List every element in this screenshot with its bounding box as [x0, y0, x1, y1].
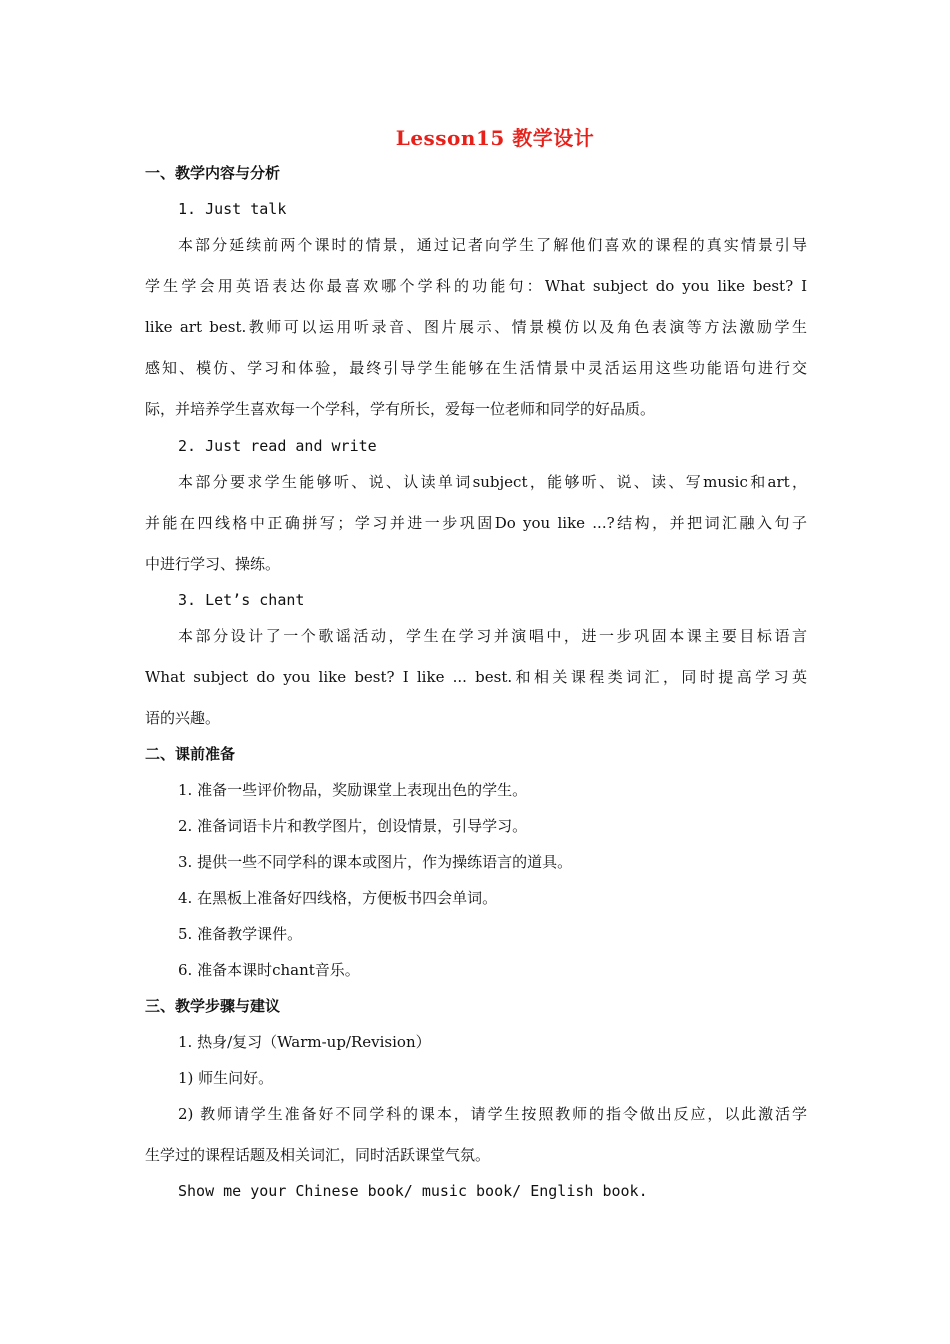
- paragraph-line: 本部分要求学生能够听、说、认读单词subject，能够听、说、读、写music和art，: [178, 473, 807, 491]
- example-sentence: Show me your Chinese book/ music book/ English book.: [178, 1182, 648, 1200]
- paragraph-line: 学生学会用英语表达你最喜欢哪个学科的功能句：What subject do you like best? I: [145, 277, 807, 295]
- list-item: 1. 准备一些评价物品，奖励课堂上表现出色的学生。: [178, 781, 528, 799]
- list-item: 6. 准备本课时chant音乐。: [178, 961, 360, 979]
- list-item: 4. 在黑板上准备好四线格，方便板书四会单词。: [178, 889, 498, 907]
- list-item: 5. 准备教学课件。: [178, 925, 303, 943]
- section-heading-preparation: 二、课前准备: [145, 745, 236, 763]
- list-item: 2) 教师请学生准备好不同学科的课本，请学生按照教师的指令做出反应，以此激活学: [178, 1105, 807, 1123]
- paragraph-line: like art best.教师可以运用听录音、图片展示、情景模仿以及角色表演等方法激励学生: [145, 318, 807, 336]
- section-heading-content-analysis: 一、教学内容与分析: [145, 164, 281, 182]
- document-title: Lesson15 教学设计: [395, 126, 595, 150]
- list-item: 3. 提供一些不同学科的课本或图片，作为操练语言的道具。: [178, 853, 573, 871]
- list-item: 2. 准备词语卡片和教学图片，创设情景，引导学习。: [178, 817, 528, 835]
- paragraph-line: 际，并培养学生喜欢每一个学科，学有所长，爱每一位老师和同学的好品质。: [145, 400, 656, 418]
- paragraph-line: 语的兴趣。: [145, 709, 221, 727]
- paragraph-line: What subject do you like best? I like ... best.和相关课程类词汇，同时提高学习英: [145, 668, 807, 686]
- section-heading-teaching-steps: 三、教学步骤与建议: [145, 997, 281, 1015]
- subsection-just-read-and-write: 2. Just read and write: [178, 437, 377, 455]
- paragraph-line: 本部分延续前两个课时的情景，通过记者向学生了解他们喜欢的课程的真实情景引导: [178, 236, 807, 254]
- step-heading-warm-up: 1. 热身/复习（Warm-up/Revision）: [178, 1033, 431, 1051]
- paragraph-line: 并能在四线格中正确拼写；学习并进一步巩固Do you like ...?结构，并把词汇融入句子: [145, 514, 807, 532]
- paragraph-line: 本部分设计了一个歌谣活动，学生在学习并演唱中，进一步巩固本课主要目标语言: [178, 627, 807, 645]
- subsection-lets-chant: 3. Let’s chant: [178, 591, 305, 609]
- subsection-just-talk: 1. Just talk: [178, 200, 287, 218]
- paragraph-line: 感知、模仿、学习和体验，最终引导学生能够在生活情景中灵活运用这些功能语句进行交: [145, 359, 807, 377]
- paragraph-line: 生学过的课程话题及相关词汇，同时活跃课堂气氛。: [145, 1146, 491, 1164]
- paragraph-line: 中进行学习、操练。: [145, 555, 281, 573]
- list-item: 1) 师生问好。: [178, 1069, 274, 1087]
